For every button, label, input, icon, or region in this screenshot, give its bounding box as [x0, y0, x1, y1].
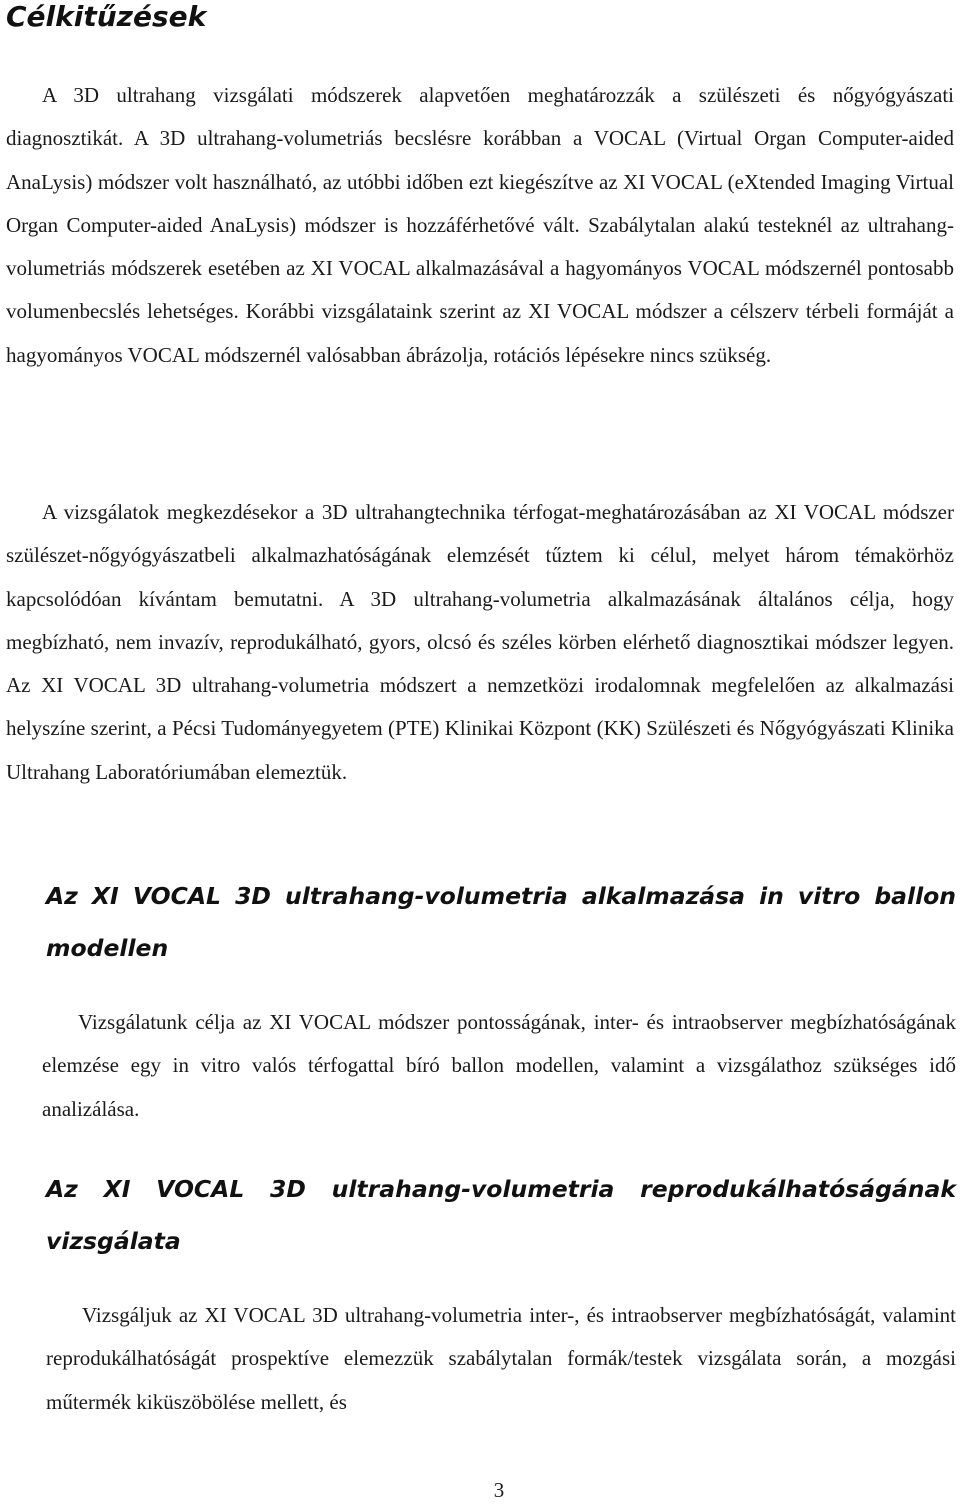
objectives-paragraph-2: A vizsgálatok megkezdésekor a 3D ultrahangtechnika térfogat-meghatározásában az XI VOCAL módszer szülészet-nőgyógyászatbeli alkalmazhatóságának elemzését tűztem ki célul, melyet három témakörhöz kapcsolódóan kívántam bemutatni. A 3D ultrahang-volumetria alkalmazásának általános célja, hogy megbízható, nem invazív, reprodukálható, gyors, olcsó és széles körben elérhető diagnosztikai módszer legyen. Az XI VOCAL 3D ultrahang-volumetria módszert a nemzetközi irodalomnak megfelelően az alkalmazási helyszíne szerint, a Pécsi Tudományegyetem (PTE) Klinikai Központ (KK) Szülészeti és Nőgyógyászati Klinika Ultrahang Laboratóriumában elemeztük.	[6, 500, 954, 784]
section-text-reproducibility: Vizsgáljuk az XI VOCAL 3D ultrahang-volumetria inter-, és intraobserver megbízhatóságát, valamint reprodukálhatóságát prospektíve elemezzük szabálytalan formák/testek vizsgálata során, a mozgási műtermék kiküszöbölése mellett, és	[46, 1303, 956, 1414]
section-heading-in-vitro: Az XI VOCAL 3D ultrahang-volumetria alkalmazása in vitro ballon modellen	[46, 882, 956, 962]
page-title: Célkitűzések	[6, 0, 207, 33]
section-text-in-vitro: Vizsgálatunk célja az XI VOCAL módszer pontosságának, inter- és intraobserver megbízhatóságának elemzése egy in vitro valós térfogattal bíró ballon modellen, valamint a vizsgálathoz szükséges idő analizálása.	[42, 1010, 956, 1121]
objectives-paragraph-1: A 3D ultrahang vizsgálati módszerek alapvetően meghatározzák a szülészeti és nőgyógyászati diagnosztikát. A 3D ultrahang-volumetriás becslésre korábban a VOCAL (Virtual Organ Computer-aided AnaLysis) módszer volt használható, az utóbbi időben ezt kiegészítve az XI VOCAL (eXtended Imaging Virtual Organ Computer-aided AnaLysis) módszer is hozzáférhetővé vált. Szabálytalan alakú testeknél az ultrahang-volumetriás módszerek esetében az XI VOCAL alkalmazásával a hagyományos VOCAL módszernél pontosabb volumenbecslés lehetséges. Korábbi vizsgálataink szerint az XI VOCAL módszer a célszerv térbeli formáját a hagyományos VOCAL módszernél valósabban ábrázolja, rotációs lépésekre nincs szükség.	[6, 83, 954, 367]
page-number: 3	[493, 1478, 505, 1502]
section-heading-reproducibility: Az XI VOCAL 3D ultrahang-volumetria reprodukálhatóságának vizsgálata	[46, 1175, 956, 1255]
